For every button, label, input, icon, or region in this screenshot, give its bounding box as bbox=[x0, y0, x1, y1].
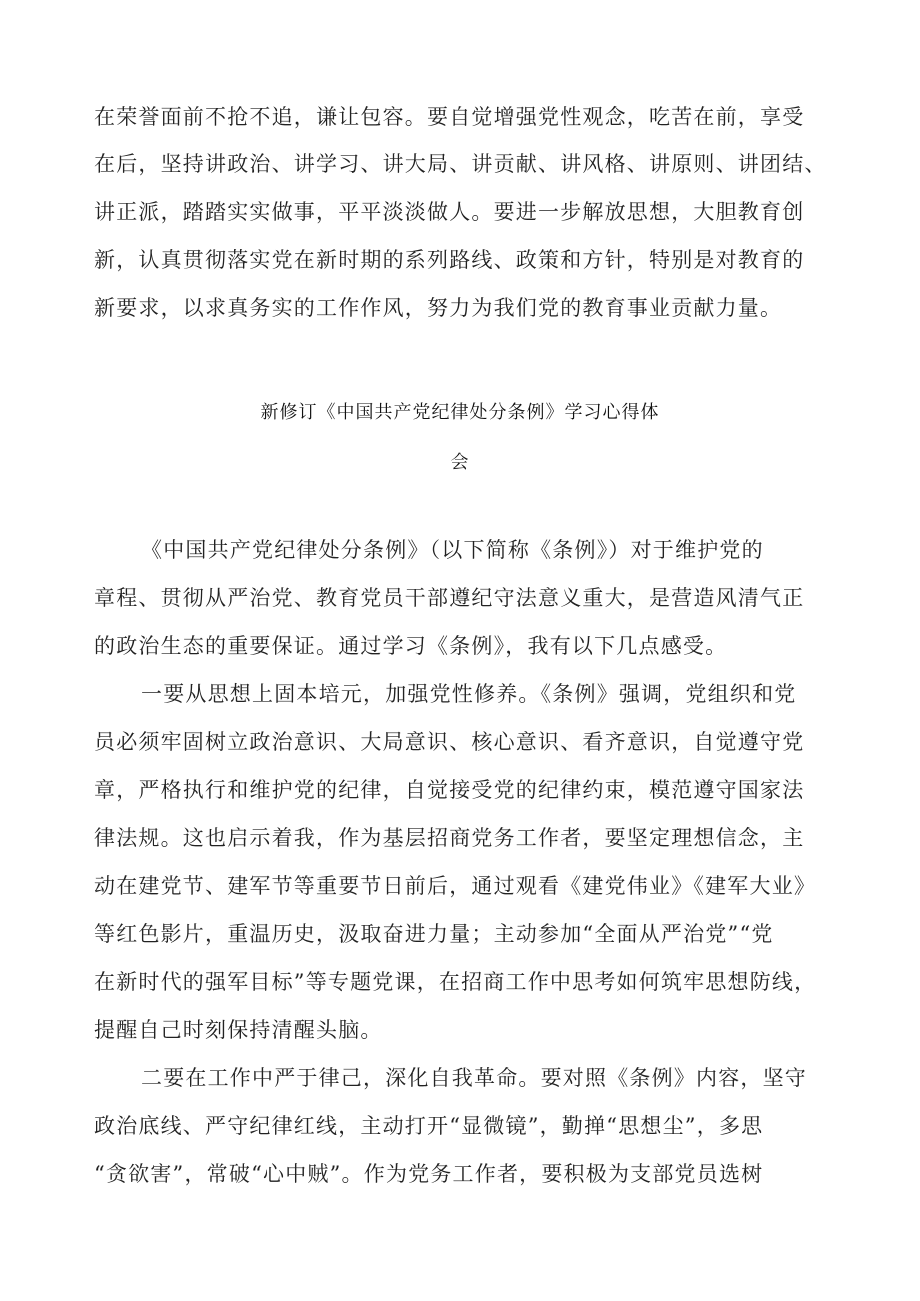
point1-line: 律法规。这也启示着我，作为基层招商党务工作者，要坚定理想信念，主 bbox=[94, 826, 805, 850]
intro-line: 的政治生态的重要保证。通过学习《条例》，我有以下几点感受。 bbox=[94, 634, 728, 658]
paragraph-line: 讲正派，踏踏实实做事，平平淡淡做人。要进一步解放思想，大胆教育创 bbox=[94, 200, 805, 224]
intro-line: 《中国共产党纪律处分条例》（以下简称《条例》）对于维护党的 bbox=[141, 538, 764, 562]
paragraph-line: 在后，坚持讲政治、讲学习、讲大局、讲贡献、讲风格、讲原则、讲团结、 bbox=[94, 152, 827, 176]
article-title: 新修订《中国共产党纪律处分条例》学习心得体 bbox=[260, 402, 660, 423]
paragraph-line: 在荣誉面前不抢不追，谦让包容。要自觉增强党性观念，吃苦在前，享受 bbox=[94, 105, 805, 129]
point2-line: “贪欲害”，常破“心中贼”。作为党务工作者，要积极为支部党员选树 bbox=[94, 1162, 764, 1186]
point1-line: 一要从思想上固本培元，加强党性修养。《条例》强调，党组织和党 bbox=[141, 682, 797, 706]
point1-line: 员必须牢固树立政治意识、大局意识、核心意识、看齐意识，自觉遵守党 bbox=[94, 730, 805, 754]
point1-line: 在新时代的强军目标”等专题党课，在招商工作中思考如何筑牢思想防线， bbox=[94, 970, 817, 994]
point2-line: 政治底线、严守纪律红线，主动打开“显微镜”，勤掸“思想尘”，多思 bbox=[94, 1114, 764, 1138]
article-title-continued: 会 bbox=[450, 452, 470, 473]
paragraph-line: 新要求，以求真务实的工作作风，努力为我们党的教育事业贡献力量。 bbox=[94, 296, 783, 320]
point1-line: 提醒自己时刻保持清醒头脑。 bbox=[94, 1018, 383, 1042]
point1-line: 章，严格执行和维护党的纪律，自觉接受党的纪律约束，模范遵守国家法 bbox=[94, 778, 805, 802]
intro-line: 章程、贯彻从严治党、教育党员干部遵纪守法意义重大，是营造风清气正 bbox=[94, 586, 805, 610]
point1-line: 等红色影片，重温历史，汲取奋进力量；主动参加“全面从严治党”“党 bbox=[94, 922, 774, 946]
point1-line: 动在建党节、建军节等重要节日前后，通过观看《建党伟业》《建军大业》 bbox=[94, 874, 817, 898]
paragraph-line: 新，认真贯彻落实党在新时期的系列路线、政策和方针，特别是对教育的 bbox=[94, 248, 805, 272]
point2-line: 二要在工作中严于律己，深化自我革命。要对照《条例》内容，坚守 bbox=[141, 1066, 807, 1090]
